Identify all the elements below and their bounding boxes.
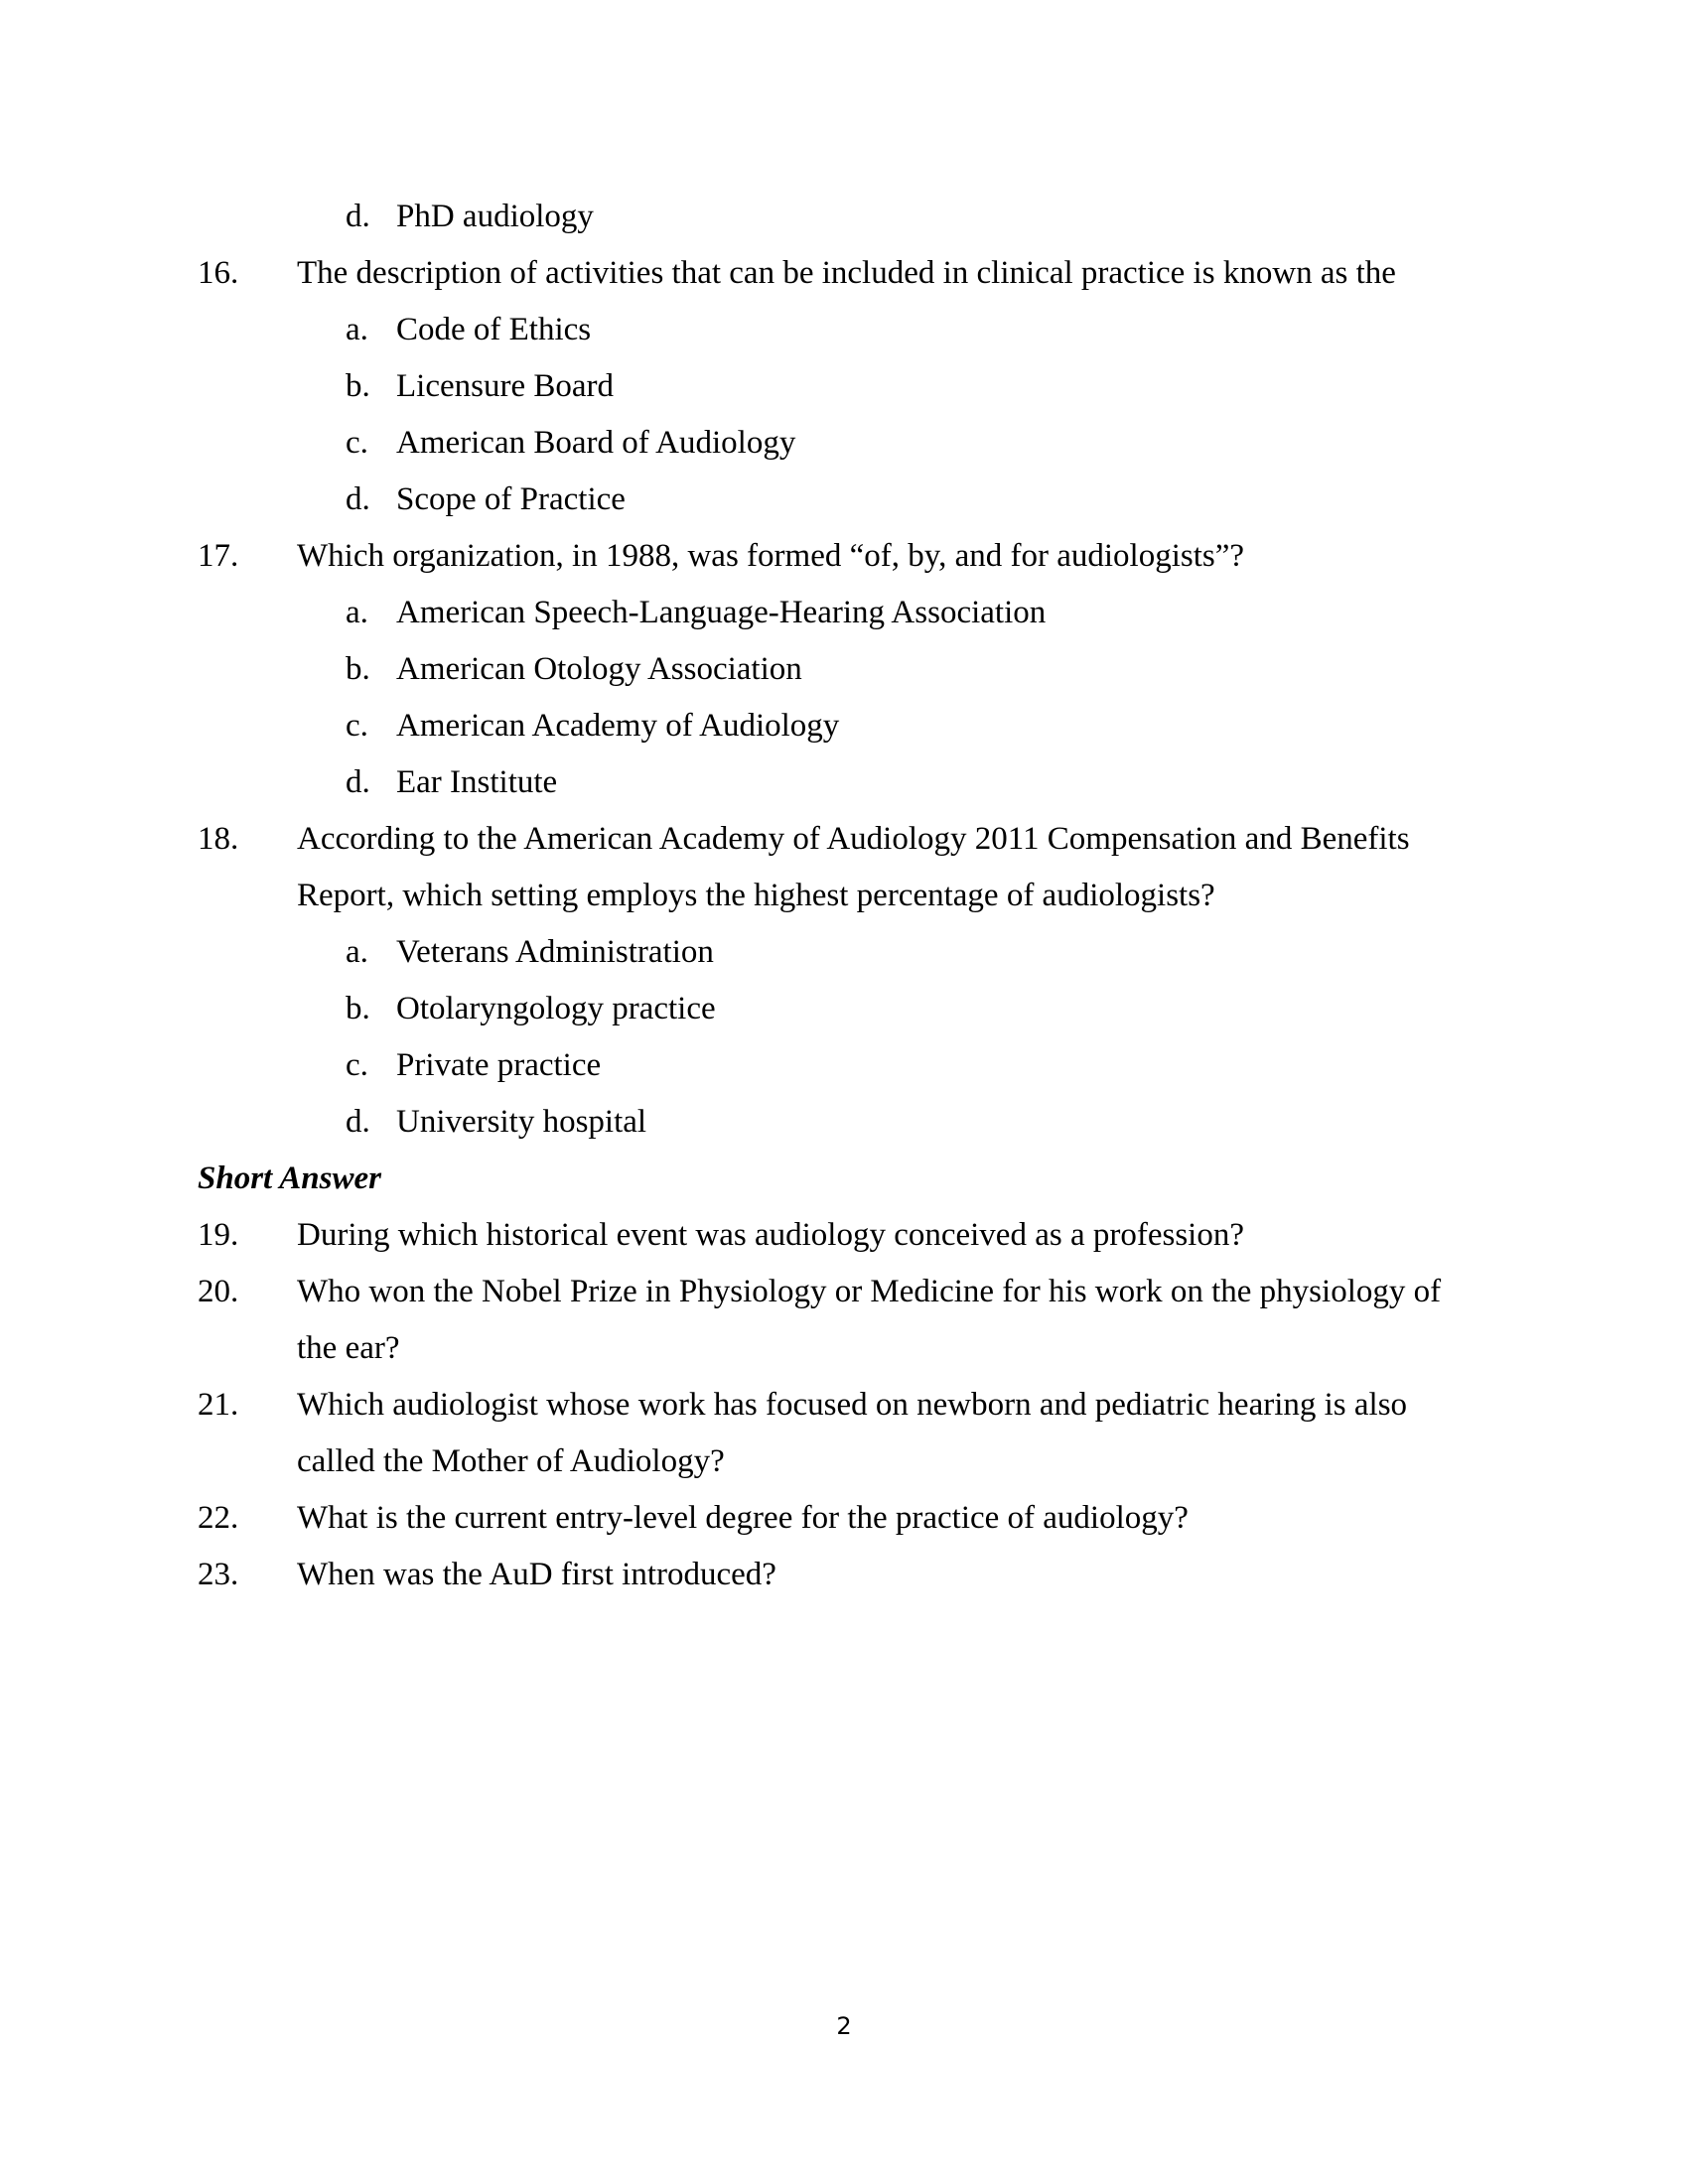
option-letter: b. [346, 991, 370, 1026]
option-text: Code of Ethics [396, 312, 592, 347]
question-number: 21. [198, 1387, 239, 1423]
question-text: the ear? [297, 1330, 400, 1366]
option-letter: d. [346, 1104, 370, 1140]
question-text: What is the current entry-level degree for the practice of audiology? [297, 1500, 1189, 1536]
option-letter: c. [346, 1047, 368, 1083]
option-letter: b. [346, 368, 370, 404]
question-text: Which audiologist whose work has focused on newborn and pediatric hearing is also [297, 1387, 1408, 1423]
option-text: Licensure Board [396, 368, 614, 404]
question-number: 18. [198, 821, 239, 857]
option-letter: a. [346, 595, 368, 630]
option-text: Otolaryngology practice [396, 991, 716, 1026]
option-text: American Board of Audiology [396, 425, 796, 461]
question-text: The description of activities that can be included in clinical practice is known as the [297, 255, 1396, 291]
option-letter: a. [346, 312, 368, 347]
question-number: 19. [198, 1217, 239, 1253]
option-text: Ear Institute [396, 764, 558, 800]
option-letter: c. [346, 425, 368, 461]
option-letter: c. [346, 708, 368, 744]
question-text: During which historical event was audiology conceived as a profession? [297, 1217, 1244, 1253]
question-text: Report, which setting employs the highest percentage of audiologists? [297, 878, 1215, 913]
option-text: American Speech-Language-Hearing Association [396, 595, 1047, 630]
option-letter: d. [346, 764, 370, 800]
question-number: 17. [198, 538, 239, 574]
question-text: Who won the Nobel Prize in Physiology or Medicine for his work on the physiology of [297, 1274, 1442, 1309]
option-letter: d. [346, 199, 370, 234]
option-text: Private practice [396, 1047, 602, 1083]
option-text: Scope of Practice [396, 481, 626, 517]
option-text: University hospital [396, 1104, 647, 1140]
question-text: When was the AuD first introduced? [297, 1557, 776, 1592]
option-letter: a. [346, 934, 368, 970]
question-number: 22. [198, 1500, 239, 1536]
option-text: PhD audiology [396, 199, 594, 234]
question-text: called the Mother of Audiology? [297, 1443, 725, 1479]
option-letter: d. [346, 481, 370, 517]
option-text: Veterans Administration [396, 934, 714, 970]
section-heading: Short Answer [198, 1160, 381, 1196]
question-text: According to the American Academy of Audiology 2011 Compensation and Benefits [297, 821, 1410, 857]
page-number: 2 [836, 2012, 852, 2040]
option-text: American Otology Association [396, 651, 802, 687]
question-number: 23. [198, 1557, 239, 1592]
question-text: Which organization, in 1988, was formed “of, by, and for audiologists”? [297, 538, 1245, 574]
option-letter: b. [346, 651, 370, 687]
option-text: American Academy of Audiology [396, 708, 840, 744]
question-number: 16. [198, 255, 239, 291]
question-number: 20. [198, 1274, 239, 1309]
